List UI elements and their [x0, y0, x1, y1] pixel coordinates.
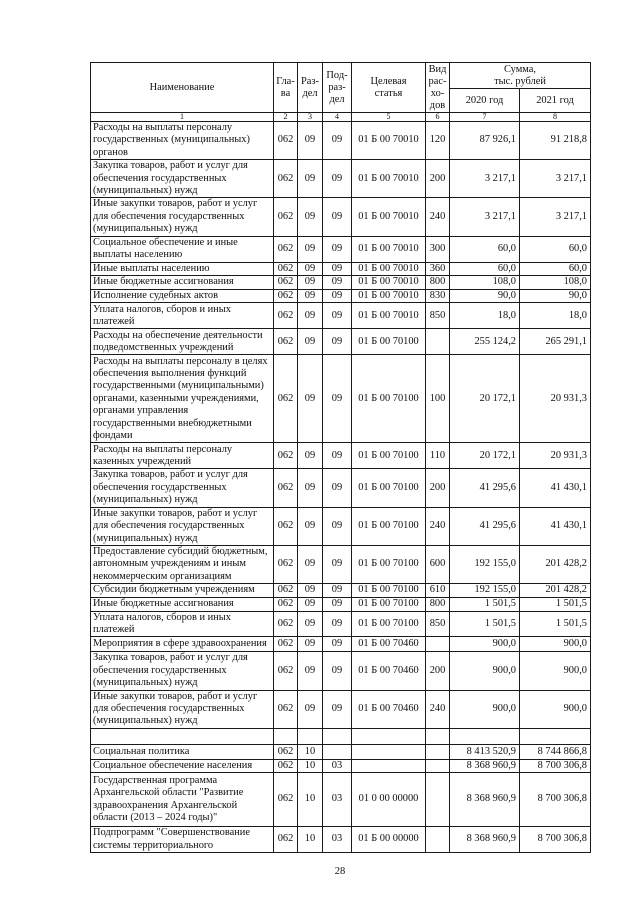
cell-glava: 062 — [274, 198, 298, 236]
column-number: 6 — [426, 113, 450, 122]
cell-vid: 240 — [426, 690, 450, 728]
cell-amount-2020: 900,0 — [450, 690, 520, 728]
cell-podrazdel: 09 — [323, 584, 352, 598]
cell-vid: 850 — [426, 611, 450, 637]
table-row — [91, 236, 591, 262]
cell-amount-2020: 108,0 — [450, 276, 520, 290]
cell-amount-2020: 20 172,1 — [450, 355, 520, 443]
cell-razdel: 09 — [298, 198, 323, 236]
cell-razdel: 09 — [298, 584, 323, 598]
table-row — [91, 759, 591, 772]
cell-amount-2021: 1 501,5 — [520, 611, 591, 637]
column-number: 8 — [520, 113, 591, 122]
cell-amount-2021: 3 217,1 — [520, 160, 591, 198]
table-row — [91, 744, 591, 759]
cell-vid: 610 — [426, 584, 450, 598]
table-row — [91, 303, 591, 329]
cell-name: Расходы на выплаты персоналу казенных учреждений — [91, 443, 274, 469]
cell-podrazdel: 09 — [323, 122, 352, 160]
cell-amount-2020: 192 155,0 — [450, 545, 520, 583]
table-row — [91, 355, 591, 443]
table-row — [91, 637, 591, 652]
cell-statya: 01 Б 00 70010 — [352, 198, 426, 236]
cell-razdel: 09 — [298, 443, 323, 469]
cell-name: Расходы на обеспечение деятельности подведомственных учреждений — [91, 329, 274, 355]
cell-glava: 062 — [274, 160, 298, 198]
col-header-summa-line: Сумма, — [503, 63, 537, 75]
cell-razdel: 09 — [298, 329, 323, 355]
cell-glava: 062 — [274, 122, 298, 160]
cell-name: Социальная политика — [91, 744, 274, 759]
cell-podrazdel: 09 — [323, 637, 352, 652]
cell-glava: 062 — [274, 598, 298, 611]
cell-name: Иные выплаты населению — [91, 262, 274, 275]
cell-razdel: 09 — [298, 469, 323, 507]
cell-razdel: 09 — [298, 637, 323, 652]
cell-razdel — [298, 728, 323, 744]
cell-statya: 01 Б 00 70010 — [352, 122, 426, 160]
cell-statya — [352, 744, 426, 759]
cell-amount-2020: 255 124,2 — [450, 329, 520, 355]
cell-amount-2020 — [450, 728, 520, 744]
col-header-vid-line: хо- — [430, 87, 445, 99]
cell-amount-2021: 900,0 — [520, 652, 591, 690]
cell-glava: 062 — [274, 236, 298, 262]
cell-name: Государственная программа Архангельской области "Развитие здравоохранения Архангельской области (2013 – 2024 годы)" — [91, 773, 274, 827]
cell-amount-2021: 900,0 — [520, 637, 591, 652]
cell-amount-2021: 201 428,2 — [520, 584, 591, 598]
cell-razdel: 09 — [298, 507, 323, 545]
cell-vid: 100 — [426, 355, 450, 443]
cell-podrazdel: 09 — [323, 598, 352, 611]
table-row — [91, 690, 591, 728]
cell-statya: 01 Б 00 70100 — [352, 355, 426, 443]
cell-razdel: 09 — [298, 290, 323, 303]
col-header-razdel-line: дел — [302, 87, 318, 99]
cell-razdel: 09 — [298, 598, 323, 611]
cell-glava: 062 — [274, 262, 298, 275]
cell-vid — [426, 744, 450, 759]
table-row — [91, 122, 591, 160]
cell-amount-2020: 18,0 — [450, 303, 520, 329]
table-row — [91, 652, 591, 690]
cell-podrazdel: 09 — [323, 329, 352, 355]
cell-name: Закупка товаров, работ и услуг для обеспечения государственных (муниципальных) нужд — [91, 160, 274, 198]
cell-podrazdel — [323, 744, 352, 759]
cell-podrazdel: 09 — [323, 262, 352, 275]
cell-statya: 01 Б 00 70010 — [352, 160, 426, 198]
table-row — [91, 584, 591, 598]
cell-name: Социальное обеспечение населения — [91, 759, 274, 772]
cell-razdel: 10 — [298, 744, 323, 759]
col-header-name-text: Наименование — [149, 81, 215, 93]
cell-vid — [426, 827, 450, 853]
cell-vid: 800 — [426, 276, 450, 290]
cell-podrazdel: 03 — [323, 827, 352, 853]
col-header-summa — [450, 63, 591, 89]
cell-amount-2020: 8 413 520,9 — [450, 744, 520, 759]
cell-vid: 200 — [426, 469, 450, 507]
cell-amount-2021: 8 744 866,8 — [520, 744, 591, 759]
cell-amount-2021 — [520, 728, 591, 744]
cell-amount-2020: 8 368 960,9 — [450, 773, 520, 827]
cell-amount-2020: 3 217,1 — [450, 160, 520, 198]
cell-glava: 062 — [274, 355, 298, 443]
table-row — [91, 198, 591, 236]
cell-vid: 120 — [426, 122, 450, 160]
cell-amount-2020: 3 217,1 — [450, 198, 520, 236]
cell-amount-2021: 60,0 — [520, 262, 591, 275]
cell-glava: 062 — [274, 611, 298, 637]
col-header-podrazdel — [323, 63, 352, 113]
col-header-glava-line: ва — [280, 87, 291, 99]
cell-amount-2021: 18,0 — [520, 303, 591, 329]
table-row — [91, 469, 591, 507]
cell-amount-2021: 265 291,1 — [520, 329, 591, 355]
page-number: 28 — [334, 866, 346, 877]
column-number: 7 — [450, 113, 520, 122]
cell-amount-2021: 8 700 306,8 — [520, 827, 591, 853]
cell-statya: 01 Б 00 70460 — [352, 637, 426, 652]
cell-razdel: 09 — [298, 122, 323, 160]
cell-amount-2021: 108,0 — [520, 276, 591, 290]
cell-vid: 200 — [426, 160, 450, 198]
col-header-podrazdel-line: дел — [329, 93, 345, 105]
table-row — [91, 598, 591, 611]
cell-vid — [426, 329, 450, 355]
cell-amount-2021: 8 700 306,8 — [520, 773, 591, 827]
cell-amount-2021: 20 931,3 — [520, 443, 591, 469]
cell-amount-2020: 41 295,6 — [450, 507, 520, 545]
cell-name: Уплата налогов, сборов и иных платежей — [91, 611, 274, 637]
cell-podrazdel — [323, 728, 352, 744]
column-number: 4 — [323, 113, 352, 122]
column-number: 5 — [352, 113, 426, 122]
table-row — [91, 160, 591, 198]
cell-podrazdel: 09 — [323, 690, 352, 728]
cell-name: Уплата налогов, сборов и иных платежей — [91, 303, 274, 329]
col-header-vid-line: Вид — [428, 63, 447, 75]
cell-name: Предоставление субсидий бюджетным, автономным учреждениям и иным некоммерческим организациям — [91, 545, 274, 583]
cell-razdel: 10 — [298, 759, 323, 772]
cell-statya: 01 Б 00 70100 — [352, 507, 426, 545]
cell-name: Иные бюджетные ассигнования — [91, 276, 274, 290]
cell-glava: 062 — [274, 773, 298, 827]
table-row — [91, 545, 591, 583]
col-header-2020: 2020 год — [450, 89, 520, 113]
cell-podrazdel: 09 — [323, 303, 352, 329]
table-row — [91, 443, 591, 469]
cell-name: Социальное обеспечение и иные выплаты населению — [91, 236, 274, 262]
header-row — [91, 63, 591, 89]
cell-podrazdel: 09 — [323, 652, 352, 690]
cell-razdel: 09 — [298, 545, 323, 583]
cell-podrazdel: 09 — [323, 355, 352, 443]
column-number: 3 — [298, 113, 323, 122]
cell-podrazdel: 09 — [323, 469, 352, 507]
cell-name — [91, 728, 274, 744]
col-header-vid-line: рас- — [428, 75, 447, 87]
cell-vid: 110 — [426, 443, 450, 469]
cell-vid — [426, 759, 450, 772]
table-row — [91, 827, 591, 853]
col-header-glava-line: Гла- — [276, 75, 295, 87]
cell-glava: 062 — [274, 827, 298, 853]
cell-statya — [352, 728, 426, 744]
cell-podrazdel: 09 — [323, 236, 352, 262]
cell-amount-2021: 3 217,1 — [520, 198, 591, 236]
cell-name: Закупка товаров, работ и услуг для обеспечения государственных (муниципальных) нужд — [91, 469, 274, 507]
cell-razdel: 09 — [298, 160, 323, 198]
cell-amount-2021: 201 428,2 — [520, 545, 591, 583]
cell-podrazdel: 09 — [323, 276, 352, 290]
col-header-podrazdel-line: раз- — [328, 81, 346, 93]
cell-razdel: 09 — [298, 652, 323, 690]
col-header-2021: 2021 год — [520, 89, 591, 113]
cell-podrazdel: 03 — [323, 773, 352, 827]
cell-razdel: 09 — [298, 303, 323, 329]
cell-statya: 01 Б 00 70100 — [352, 443, 426, 469]
cell-name: Иные закупки товаров, работ и услуг для обеспечения государственных (муниципальных) нужд — [91, 690, 274, 728]
cell-vid: 300 — [426, 236, 450, 262]
cell-glava: 062 — [274, 443, 298, 469]
cell-razdel: 10 — [298, 827, 323, 853]
cell-statya: 01 Б 00 70460 — [352, 690, 426, 728]
cell-glava: 062 — [274, 545, 298, 583]
cell-amount-2020: 192 155,0 — [450, 584, 520, 598]
cell-vid: 850 — [426, 303, 450, 329]
cell-amount-2020: 60,0 — [450, 262, 520, 275]
table-row — [91, 611, 591, 637]
cell-podrazdel: 03 — [323, 759, 352, 772]
table-row — [91, 276, 591, 290]
cell-glava: 062 — [274, 584, 298, 598]
cell-glava: 062 — [274, 637, 298, 652]
cell-statya: 01 Б 00 70010 — [352, 276, 426, 290]
cell-vid: 240 — [426, 507, 450, 545]
cell-amount-2020: 90,0 — [450, 290, 520, 303]
cell-statya: 01 Б 00 70100 — [352, 329, 426, 355]
col-header-podrazdel-line: Под- — [326, 69, 348, 81]
cell-amount-2021: 91 218,8 — [520, 122, 591, 160]
cell-razdel: 09 — [298, 236, 323, 262]
cell-glava: 062 — [274, 652, 298, 690]
cell-statya: 01 0 00 00000 — [352, 773, 426, 827]
cell-vid: 600 — [426, 545, 450, 583]
table-body — [91, 122, 591, 853]
cell-name: Иные закупки товаров, работ и услуг для обеспечения государственных (муниципальных) нужд — [91, 198, 274, 236]
col-header-vid-line: дов — [429, 99, 446, 111]
col-header-statya-line: Целевая — [370, 75, 407, 87]
cell-vid — [426, 637, 450, 652]
cell-amount-2021: 60,0 — [520, 236, 591, 262]
cell-vid — [426, 728, 450, 744]
cell-name: Иные закупки товаров, работ и услуг для обеспечения государственных (муниципальных) нужд — [91, 507, 274, 545]
cell-glava: 062 — [274, 744, 298, 759]
table-row — [91, 262, 591, 275]
cell-amount-2021: 20 931,3 — [520, 355, 591, 443]
col-header-name — [91, 63, 274, 113]
cell-statya: 01 Б 00 70010 — [352, 236, 426, 262]
cell-razdel: 09 — [298, 690, 323, 728]
col-header-vid — [426, 63, 450, 113]
cell-name: Подпрограмм "Совершенствование системы территориального — [91, 827, 274, 853]
cell-amount-2020: 8 368 960,9 — [450, 827, 520, 853]
table-header — [91, 63, 591, 122]
cell-name: Закупка товаров, работ и услуг для обеспечения государственных (муниципальных) нужд — [91, 652, 274, 690]
cell-podrazdel: 09 — [323, 160, 352, 198]
cell-podrazdel: 09 — [323, 290, 352, 303]
cell-name: Расходы на выплаты персоналу в целях обеспечения выполнения функций государственными (муниципальными) органами, казенными учреждениями, органами управления государственными внебюджетными фондами — [91, 355, 274, 443]
cell-statya: 01 Б 00 70100 — [352, 545, 426, 583]
cell-amount-2020: 900,0 — [450, 652, 520, 690]
column-number-row — [91, 113, 591, 122]
cell-statya: 01 Б 00 70460 — [352, 652, 426, 690]
cell-glava: 062 — [274, 290, 298, 303]
table-row — [91, 290, 591, 303]
cell-name: Иные бюджетные ассигнования — [91, 598, 274, 611]
cell-name: Расходы на выплаты персоналу государственных (муниципальных) органов — [91, 122, 274, 160]
cell-amount-2021: 41 430,1 — [520, 507, 591, 545]
cell-amount-2020: 60,0 — [450, 236, 520, 262]
table-row — [91, 728, 591, 744]
col-header-summa-line: тыс. рублей — [494, 75, 546, 87]
cell-glava: 062 — [274, 276, 298, 290]
column-number: 1 — [91, 113, 274, 122]
table-row — [91, 773, 591, 827]
cell-amount-2021: 41 430,1 — [520, 469, 591, 507]
cell-statya: 01 Б 00 70100 — [352, 611, 426, 637]
cell-vid: 830 — [426, 290, 450, 303]
col-header-glava — [274, 63, 298, 113]
cell-name: Мероприятия в сфере здравоохранения — [91, 637, 274, 652]
table-row — [91, 507, 591, 545]
cell-vid: 200 — [426, 652, 450, 690]
cell-podrazdel: 09 — [323, 198, 352, 236]
col-header-statya-line: статья — [374, 87, 403, 99]
column-number: 2 — [274, 113, 298, 122]
cell-razdel: 09 — [298, 611, 323, 637]
col-header-razdel — [298, 63, 323, 113]
cell-statya: 01 Б 00 70010 — [352, 262, 426, 275]
cell-name: Субсидии бюджетным учреждениям — [91, 584, 274, 598]
cell-glava: 062 — [274, 303, 298, 329]
cell-amount-2020: 1 501,5 — [450, 598, 520, 611]
cell-podrazdel: 09 — [323, 545, 352, 583]
cell-glava: 062 — [274, 507, 298, 545]
cell-glava: 062 — [274, 690, 298, 728]
cell-amount-2020: 87 926,1 — [450, 122, 520, 160]
cell-statya: 01 Б 00 70010 — [352, 303, 426, 329]
cell-statya: 01 Б 00 70100 — [352, 469, 426, 507]
cell-statya: 01 Б 00 00000 — [352, 827, 426, 853]
cell-glava: 062 — [274, 469, 298, 507]
cell-razdel: 09 — [298, 276, 323, 290]
cell-glava: 062 — [274, 329, 298, 355]
cell-razdel: 09 — [298, 355, 323, 443]
cell-amount-2021: 8 700 306,8 — [520, 759, 591, 772]
budget-table — [90, 62, 591, 853]
cell-vid: 360 — [426, 262, 450, 275]
cell-statya: 01 Б 00 70100 — [352, 598, 426, 611]
cell-statya: 01 Б 00 70010 — [352, 290, 426, 303]
cell-amount-2020: 1 501,5 — [450, 611, 520, 637]
cell-podrazdel: 09 — [323, 443, 352, 469]
cell-vid — [426, 773, 450, 827]
cell-amount-2020: 20 172,1 — [450, 443, 520, 469]
col-header-statya — [352, 63, 426, 113]
cell-razdel: 09 — [298, 262, 323, 275]
cell-amount-2021: 90,0 — [520, 290, 591, 303]
cell-name: Исполнение судебных актов — [91, 290, 274, 303]
table-row — [91, 329, 591, 355]
cell-podrazdel: 09 — [323, 611, 352, 637]
cell-vid: 800 — [426, 598, 450, 611]
cell-amount-2021: 1 501,5 — [520, 598, 591, 611]
cell-amount-2020: 900,0 — [450, 637, 520, 652]
cell-statya: 01 Б 00 70100 — [352, 584, 426, 598]
cell-amount-2020: 41 295,6 — [450, 469, 520, 507]
cell-glava — [274, 728, 298, 744]
cell-amount-2021: 900,0 — [520, 690, 591, 728]
col-header-razdel-line: Раз- — [301, 75, 319, 87]
cell-vid: 240 — [426, 198, 450, 236]
cell-glava: 062 — [274, 759, 298, 772]
cell-podrazdel: 09 — [323, 507, 352, 545]
cell-statya — [352, 759, 426, 772]
cell-razdel: 10 — [298, 773, 323, 827]
cell-amount-2020: 8 368 960,9 — [450, 759, 520, 772]
